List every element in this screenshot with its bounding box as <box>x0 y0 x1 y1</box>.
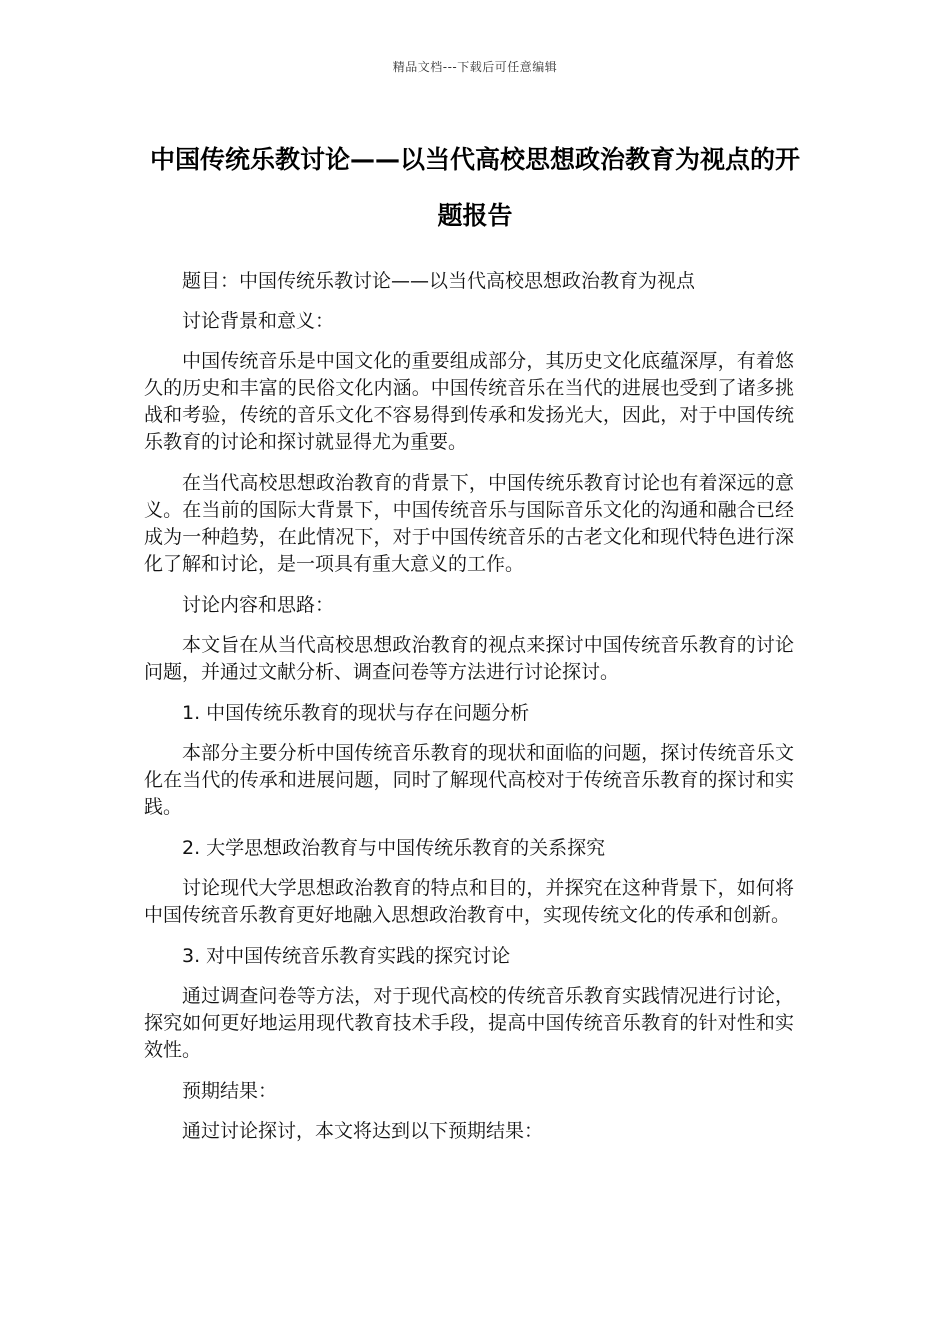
header-note: 精品文档---下载后可任意编辑 <box>392 60 558 74</box>
paragraph-background-1: 中国传统音乐是中国文化的重要组成部分，其历史文化底蕴深厚，有着悠久的历史和丰富的民俗文化内涵。中国传统音乐在当代的进展也受到了诸多挑战和考验，传统的音乐文化不容易得到传承和发扬光大，因此，对于中国传统乐教育的讨论和探讨就显得尤为重要。 <box>144 350 794 453</box>
paragraph-section-3-body: 通过调查问卷等方法，对于现代高校的传统音乐教育实践情况进行讨论，探究如何更好地运用现代教育技术手段，提高中国传统音乐教育的针对性和实效性。 <box>144 985 794 1061</box>
paragraph-background-2: 在当代高校思想政治教育的背景下，中国传统乐教育讨论也有着深远的意义。在当前的国际大背景下，中国传统音乐与国际音乐文化的沟通和融合已经成为一种趋势，在此情况下，对于中国传统音乐的古老文化和现代特色进行深化了解和讨论，是一项具有重大意义的工作。 <box>144 472 794 575</box>
paragraph-results-intro: 通过讨论探讨，本文将达到以下预期结果： <box>182 1120 544 1142</box>
paragraph-section-1-heading: 1. 中国传统乐教育的现状与存在问题分析 <box>182 702 530 724</box>
paragraph-section-1-body: 本部分主要分析中国传统音乐教育的现状和面临的问题，探讨传统音乐文化在当代的传承和进展问题，同时了解现代高校对于传统音乐教育的探讨和实践。 <box>144 742 794 818</box>
paragraph-content-heading: 讨论内容和思路： <box>182 594 335 616</box>
paragraph-results-heading: 预期结果： <box>182 1080 278 1102</box>
paragraph-background-heading: 讨论背景和意义： <box>182 310 335 332</box>
document-body <box>144 268 794 1158</box>
paragraph-content-intro: 本文旨在从当代高校思想政治教育的视点来探讨中国传统音乐教育的讨论问题，并通过文献分析、调查问卷等方法进行讨论探讨。 <box>144 634 794 683</box>
document-title: 中国传统乐教讨论——以当代高校思想政治教育为视点的开题报告 <box>149 145 800 230</box>
paragraph-section-2-heading: 2. 大学思想政治教育与中国传统乐教育的关系探究 <box>182 837 606 859</box>
paragraph-section-3-heading: 3. 对中国传统音乐教育实践的探究讨论 <box>182 945 511 967</box>
paragraph-topic: 题目：中国传统乐教讨论——以当代高校思想政治教育为视点 <box>182 270 696 292</box>
paragraph-section-2-body: 讨论现代大学思想政治教育的特点和目的，并探究在这种背景下，如何将中国传统音乐教育更好地融入思想政治教育中，实现传统文化的传承和创新。 <box>144 877 794 926</box>
